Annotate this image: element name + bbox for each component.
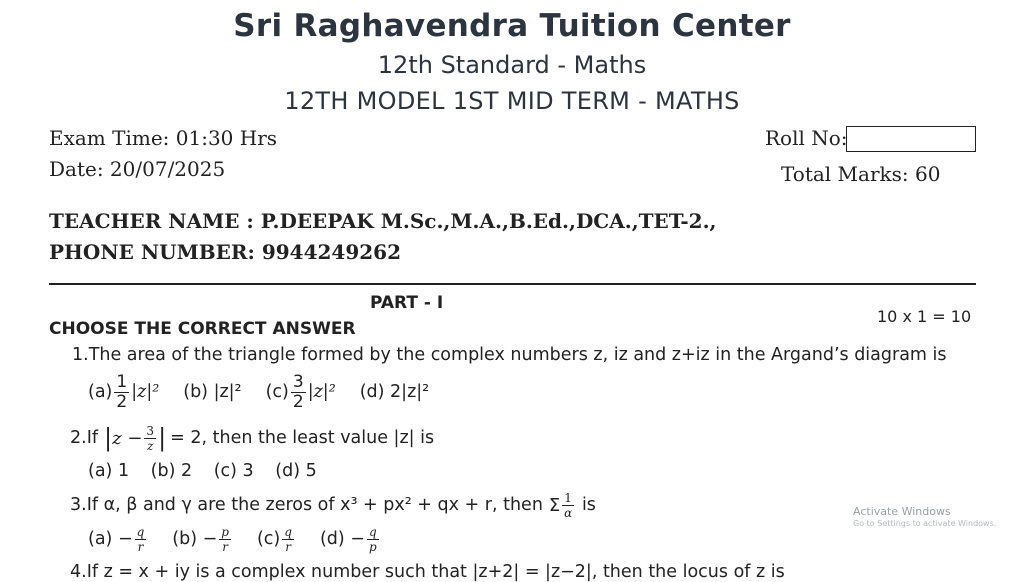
fraction-q-over-r: $\frac{q}{r}$ — [284, 524, 292, 554]
option-b-label: (b) − — [172, 529, 218, 549]
exam-time: Exam Time: 01:30 Hrs — [49, 126, 278, 150]
sum-one-over-alpha: Σ $\frac{1}{\alpha}$ — [548, 490, 573, 520]
question-2-options — [88, 461, 317, 481]
activate-windows-title: Activate Windows — [853, 505, 951, 518]
option-c: (c) 3 — [213, 461, 254, 481]
option-b — [172, 526, 233, 553]
fraction-p-over-r: $\frac{p}{r}$ — [221, 524, 229, 554]
question-3-suffix: is — [581, 495, 596, 515]
marks-allocation: 10 x 1 = 10 — [877, 307, 972, 326]
option-d: (d) 5 — [275, 461, 317, 481]
question-1: 1.The area of the triangle formed by the complex numbers z, iz and z+iz in the Argand’s diagram is — [72, 345, 947, 365]
fraction-1-over-alpha: $\frac{1}{\alpha}$ — [564, 490, 573, 520]
divider-line — [49, 283, 976, 285]
question-2 — [70, 422, 434, 454]
question-4: 4.If z = x + iy is a complex number such that |z+2| = |z−2|, then the locus of z is — [70, 562, 785, 582]
question-3 — [70, 488, 596, 522]
fraction-3-over-z: $\frac{3}{z}$ — [146, 423, 155, 453]
question-3-options — [88, 522, 381, 556]
phone-number: PHONE NUMBER: 9944249262 — [49, 240, 401, 264]
exam-title: 12TH MODEL 1ST MID TERM - MATHS — [284, 87, 740, 115]
institution-title: Sri Raghavendra Tuition Center — [233, 8, 791, 44]
option-d — [320, 526, 381, 553]
option-c — [257, 526, 296, 553]
option-a — [88, 371, 160, 412]
option-a: (a) 1 — [88, 461, 130, 481]
option-d: (d) 2|z|² — [359, 382, 430, 402]
section-instruction: CHOOSE THE CORRECT ANSWER — [49, 319, 356, 339]
total-marks: Total Marks: 60 — [781, 162, 941, 186]
option-a — [88, 526, 148, 553]
question-3-prefix: 3.If α, β and γ are the zeros of x³ + px² + qx + r, then — [70, 495, 543, 515]
option-d-label: (d) − — [319, 529, 365, 549]
question-2-prefix: 2.If — [70, 428, 99, 448]
fraction-q-over-p: $\frac{q}{p}$ — [368, 524, 377, 554]
part-title: PART - I — [370, 293, 444, 313]
option-c-label: (c) — [256, 529, 281, 549]
abs-z-squared: |z|² — [307, 382, 336, 402]
option-a-label: (a) — [88, 382, 113, 402]
roll-label: Roll No: — [765, 126, 848, 150]
option-b: (b) |z|² — [183, 382, 242, 402]
roll-number-box[interactable] — [846, 126, 976, 152]
activate-windows-subtitle: Go to Settings to activate Windows. — [853, 519, 997, 528]
fraction-three-half: $\frac{3}{2}$ — [292, 371, 304, 412]
standard-subtitle: 12th Standard - Maths — [377, 51, 647, 79]
option-b: (b) 2 — [150, 461, 193, 481]
abs-z-squared: |z|² — [131, 382, 160, 402]
fraction-one-half: $\frac{1}{2}$ — [116, 371, 128, 412]
option-c — [265, 371, 336, 412]
option-c-label: (c) — [265, 382, 289, 402]
question-2-suffix: = 2, then the least value |z| is — [170, 428, 435, 448]
fraction-q-over-r: $\frac{q}{r}$ — [136, 524, 145, 554]
question-2-expression: | z − $\frac{3}{z}$ | — [104, 423, 167, 453]
question-1-options — [88, 370, 429, 414]
option-a-label: (a) − — [88, 529, 133, 549]
exam-date: Date: 20/07/2025 — [49, 157, 226, 181]
teacher-name: TEACHER NAME : P.DEEPAK M.Sc.,M.A.,B.Ed.,DCA.,TET-2., — [49, 209, 717, 233]
